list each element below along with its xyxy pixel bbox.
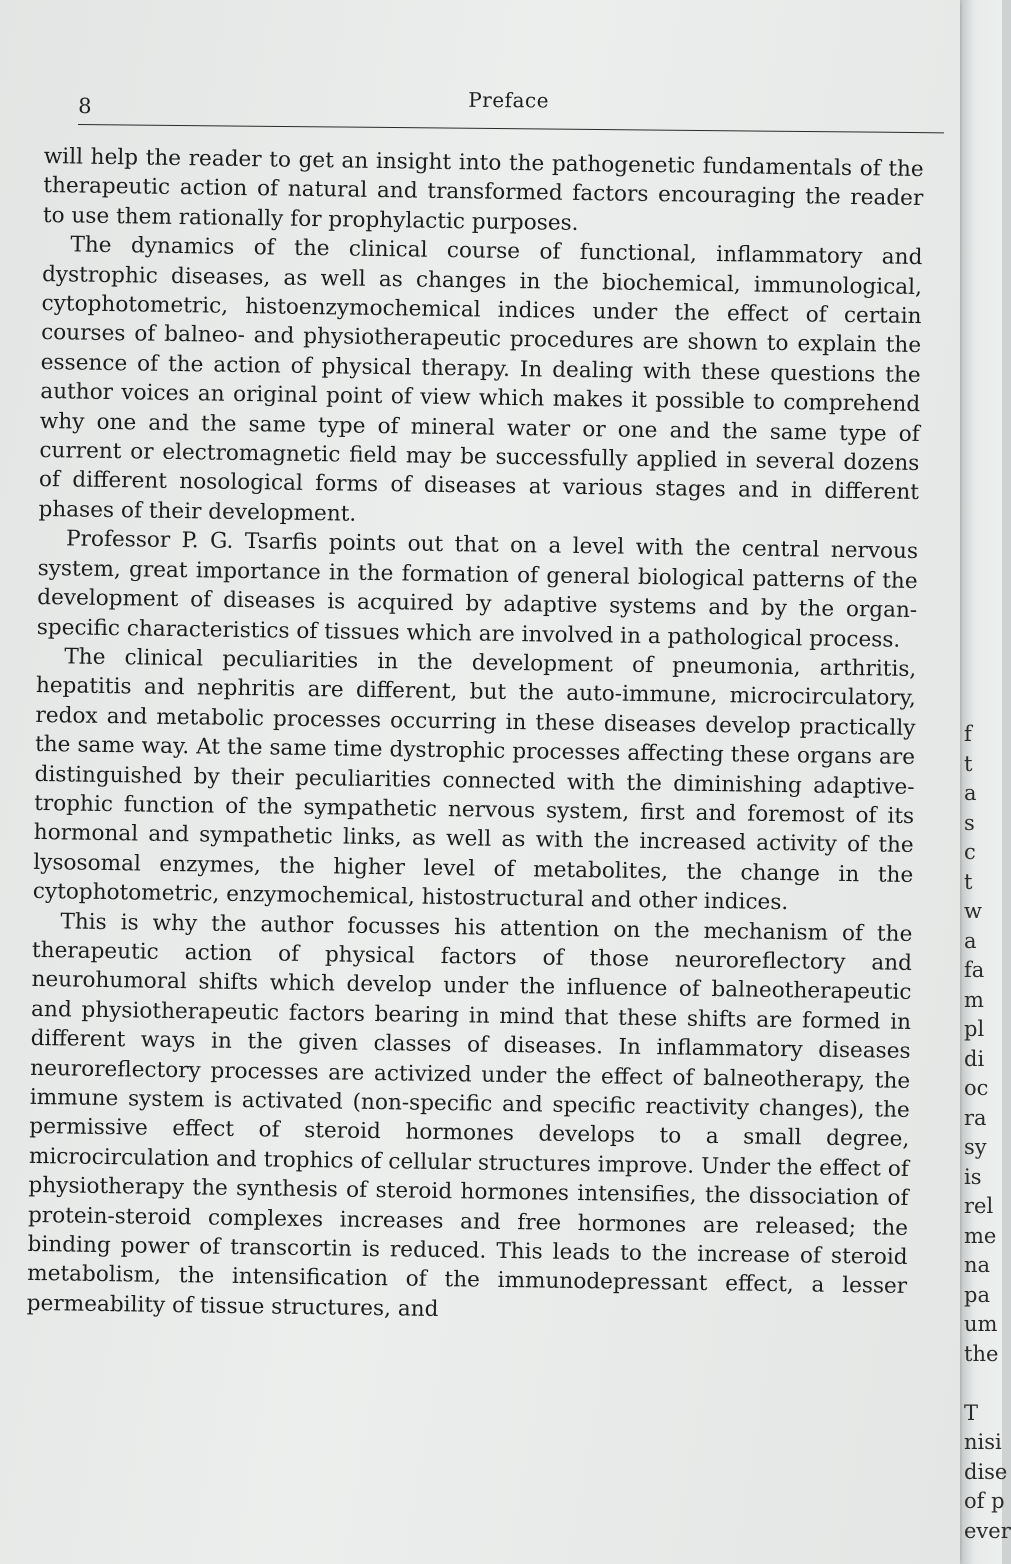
paragraph-dynamics: The dynamics of the clinical course of functional, inflammatory and dystrophic diseases, as well as changes in the biochemical, immunological, cytophotometric, histoenzymochemical indices under the effect of certain courses of balneo- and physiotherapeutic procedures are shown to explain the essence of the action of physical therapy. In dealing with these questions the author voices an original point of view which makes it possible to comprehend why one and the same type of mineral water or one and the same type of current or electromagnetic field may be successfully applied in several dozens of different nosological forms of diseases at various stages and in different phases of their development. — [38, 232, 923, 527]
paragraph-continuation: will help the reader to get an insight into the pathogenetic fundamentals of the therapeutic action of natural and transformed factors encouraging the reader to use them rationally for prophylactic purposes. — [42, 143, 924, 236]
page-number: 8 — [78, 94, 92, 119]
running-head: Preface — [468, 87, 550, 113]
facing-page-edge — [962, 0, 1011, 1564]
paragraph-clinical-peculiarities: The clinical peculiarities in the development of pneumonia, arthritis, hepatitis and nephritis are different, but the auto-immune, microcirculatory, redox and metabolic processes occurring in these diseases develop practically the same way. At the same time dystrophic processes affecting these organs are distinguished by their peculiarities connected with the diminishing adaptive-trophic function of the sympathetic nervous system, first and foremost of its hormonal and sympathetic links, as well as with the increased activity of the lysosomal enzymes, the higher level of metabolites, the change in the cytophotometric, enzymochemical, histostructural and other indices. — [32, 644, 917, 916]
facing-page-fragments: f t a s c t w a fa m pl di oc ra sy is rel me na pa um the T nisi dise of p ever — [964, 722, 1011, 1543]
paragraph-mechanism: This is why the author focusses his attention on the mechanism of the therapeutic action of physical factors of those neuroreflectory and neurohumoral shifts which develop under the influence of balneotherapeutic and physiotherapeutic factors bearing in mind that these shifts are formed in different ways in the given classes of diseases. In inflammatory diseases neuroreflectory processes are activized under the effect of balneotherapy, the immune system is activated (non-specific and specific reactivity changes), the permissive effect of steroid hormones develops to a small degree, microcirculation and trophics of cellular structures improve. Under the effect of physiotherapy the synthesis of steroid hormones intensifies, the dissociation of protein-steroid complexes increases and free hormones are released; the binding power of transcortin is reduced. This leads to the increase of steroid metabolism, the intensification of the immunodepressant effect, a lesser permeability of tissue structures, and — [26, 908, 913, 1322]
page-header — [78, 84, 944, 133]
paragraph-tsarfis: Professor P. G. Tsarfis points out that on a level with the central nervous system, great importance in the formation of general biological patterns of the development of diseases is acquired by adaptive systems and by the organ-specific characteristics of tissues which are involved in a pathological process. — [36, 526, 919, 653]
body-text — [27, 142, 924, 1331]
